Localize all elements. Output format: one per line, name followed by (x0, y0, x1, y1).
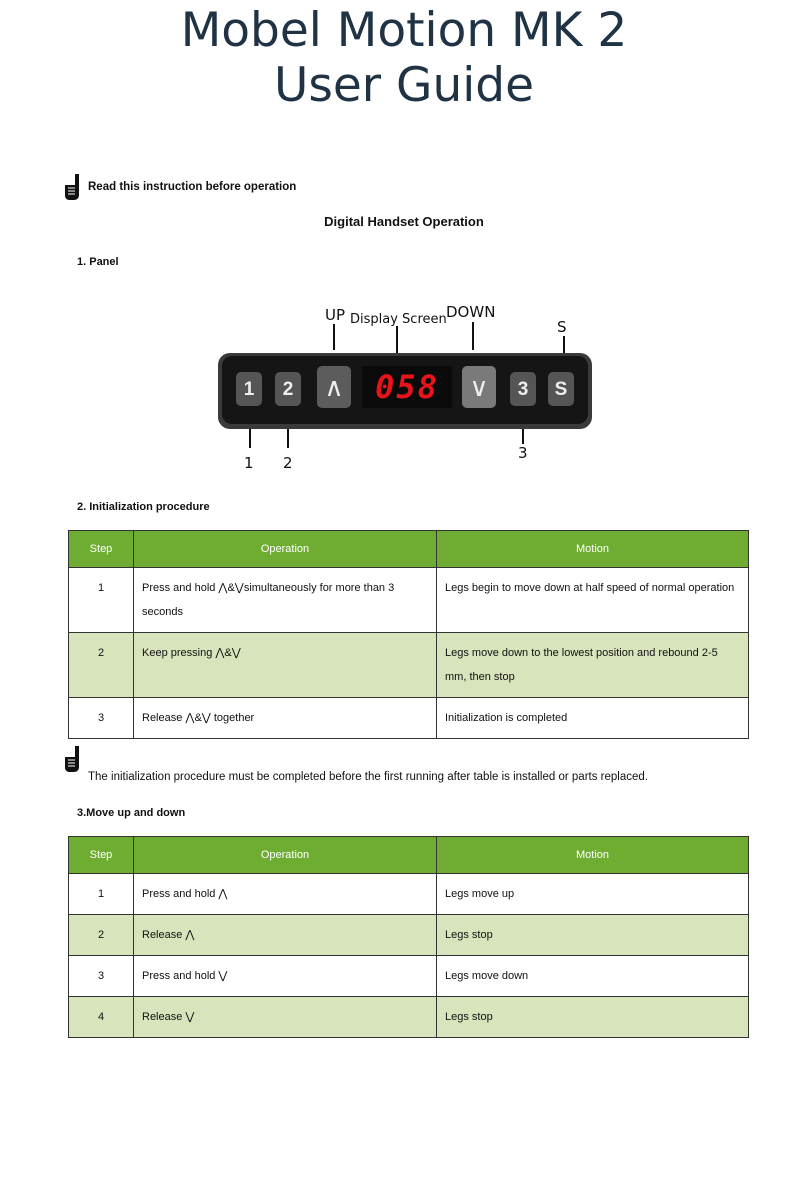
key-2[interactable]: 2 (282, 379, 294, 400)
table-row (69, 956, 749, 997)
label-s: S (557, 318, 567, 336)
move-operation: Press and hold ⋁ (134, 956, 437, 997)
move-motion: Legs move down (437, 956, 749, 997)
move-step: 1 (69, 874, 134, 915)
key-up[interactable]: ∧ (324, 372, 344, 402)
init-motion: Legs move down to the lowest position and rebound 2-5 mm, then stop (437, 633, 749, 698)
label-3: 3 (518, 444, 528, 462)
table-row (69, 698, 749, 739)
note-read-instruction (62, 173, 296, 201)
init-header-step: Step (69, 531, 134, 568)
handset-panel-figure (200, 298, 620, 478)
move-operation: Release ⋁ (134, 997, 437, 1038)
key-1[interactable]: 1 (243, 379, 255, 400)
key-3[interactable]: 3 (517, 379, 529, 400)
section-heading: Digital Handset Operation (324, 214, 484, 229)
init-table (68, 530, 749, 739)
section-panel-title: 1. Panel (77, 256, 119, 268)
key-down[interactable]: ∨ (469, 372, 489, 402)
label-up: UP (325, 306, 346, 324)
move-header-step: Step (69, 837, 134, 874)
move-step: 3 (69, 956, 134, 997)
init-step: 2 (69, 633, 134, 698)
table-row (69, 633, 749, 698)
table-row (69, 568, 749, 633)
init-operation: Press and hold ⋀&⋁simultaneously for more than 3 seconds (134, 568, 437, 633)
move-header-motion: Motion (437, 837, 749, 874)
note-initialization-text: The initialization procedure must be completed before the first running after table is installed or parts replaced. (88, 771, 648, 783)
section-move-title: 3.Move up and down (77, 807, 186, 819)
move-motion: Legs move up (437, 874, 749, 915)
table-row (69, 915, 749, 956)
label-display-screen: Display Screen (350, 312, 447, 327)
pointing-hand-icon (62, 173, 84, 201)
move-header-operation: Operation (134, 837, 437, 874)
init-motion: Legs begin to move down at half speed of normal operation (437, 568, 749, 633)
key-s[interactable]: S (554, 379, 568, 400)
page-title-line2: User Guide (273, 58, 535, 113)
init-operation: Keep pressing ⋀&⋁ (134, 633, 437, 698)
label-down: DOWN (446, 303, 496, 321)
init-header-operation: Operation (134, 531, 437, 568)
label-1: 1 (244, 454, 254, 472)
section-init-title: 2. Initialization procedure (77, 501, 210, 513)
init-motion: Initialization is completed (437, 698, 749, 739)
init-step: 3 (69, 698, 134, 739)
table-row (69, 997, 749, 1038)
label-2: 2 (283, 454, 293, 472)
move-operation: Press and hold ⋀ (134, 874, 437, 915)
move-step: 4 (69, 997, 134, 1038)
table-row (69, 874, 749, 915)
move-table (68, 836, 749, 1038)
move-operation: Release ⋀ (134, 915, 437, 956)
init-header-motion: Motion (437, 531, 749, 568)
pointing-hand-icon (62, 745, 84, 773)
note-initialization (62, 745, 648, 783)
move-step: 2 (69, 915, 134, 956)
move-motion: Legs stop (437, 915, 749, 956)
page-title-line1: Mobel Motion MK 2 (180, 3, 628, 58)
init-operation: Release ⋀&⋁ together (134, 698, 437, 739)
move-motion: Legs stop (437, 997, 749, 1038)
display-readout: 058 (375, 368, 439, 406)
note-read-instruction-text: Read this instruction before operation (88, 181, 297, 193)
init-step: 1 (69, 568, 134, 633)
